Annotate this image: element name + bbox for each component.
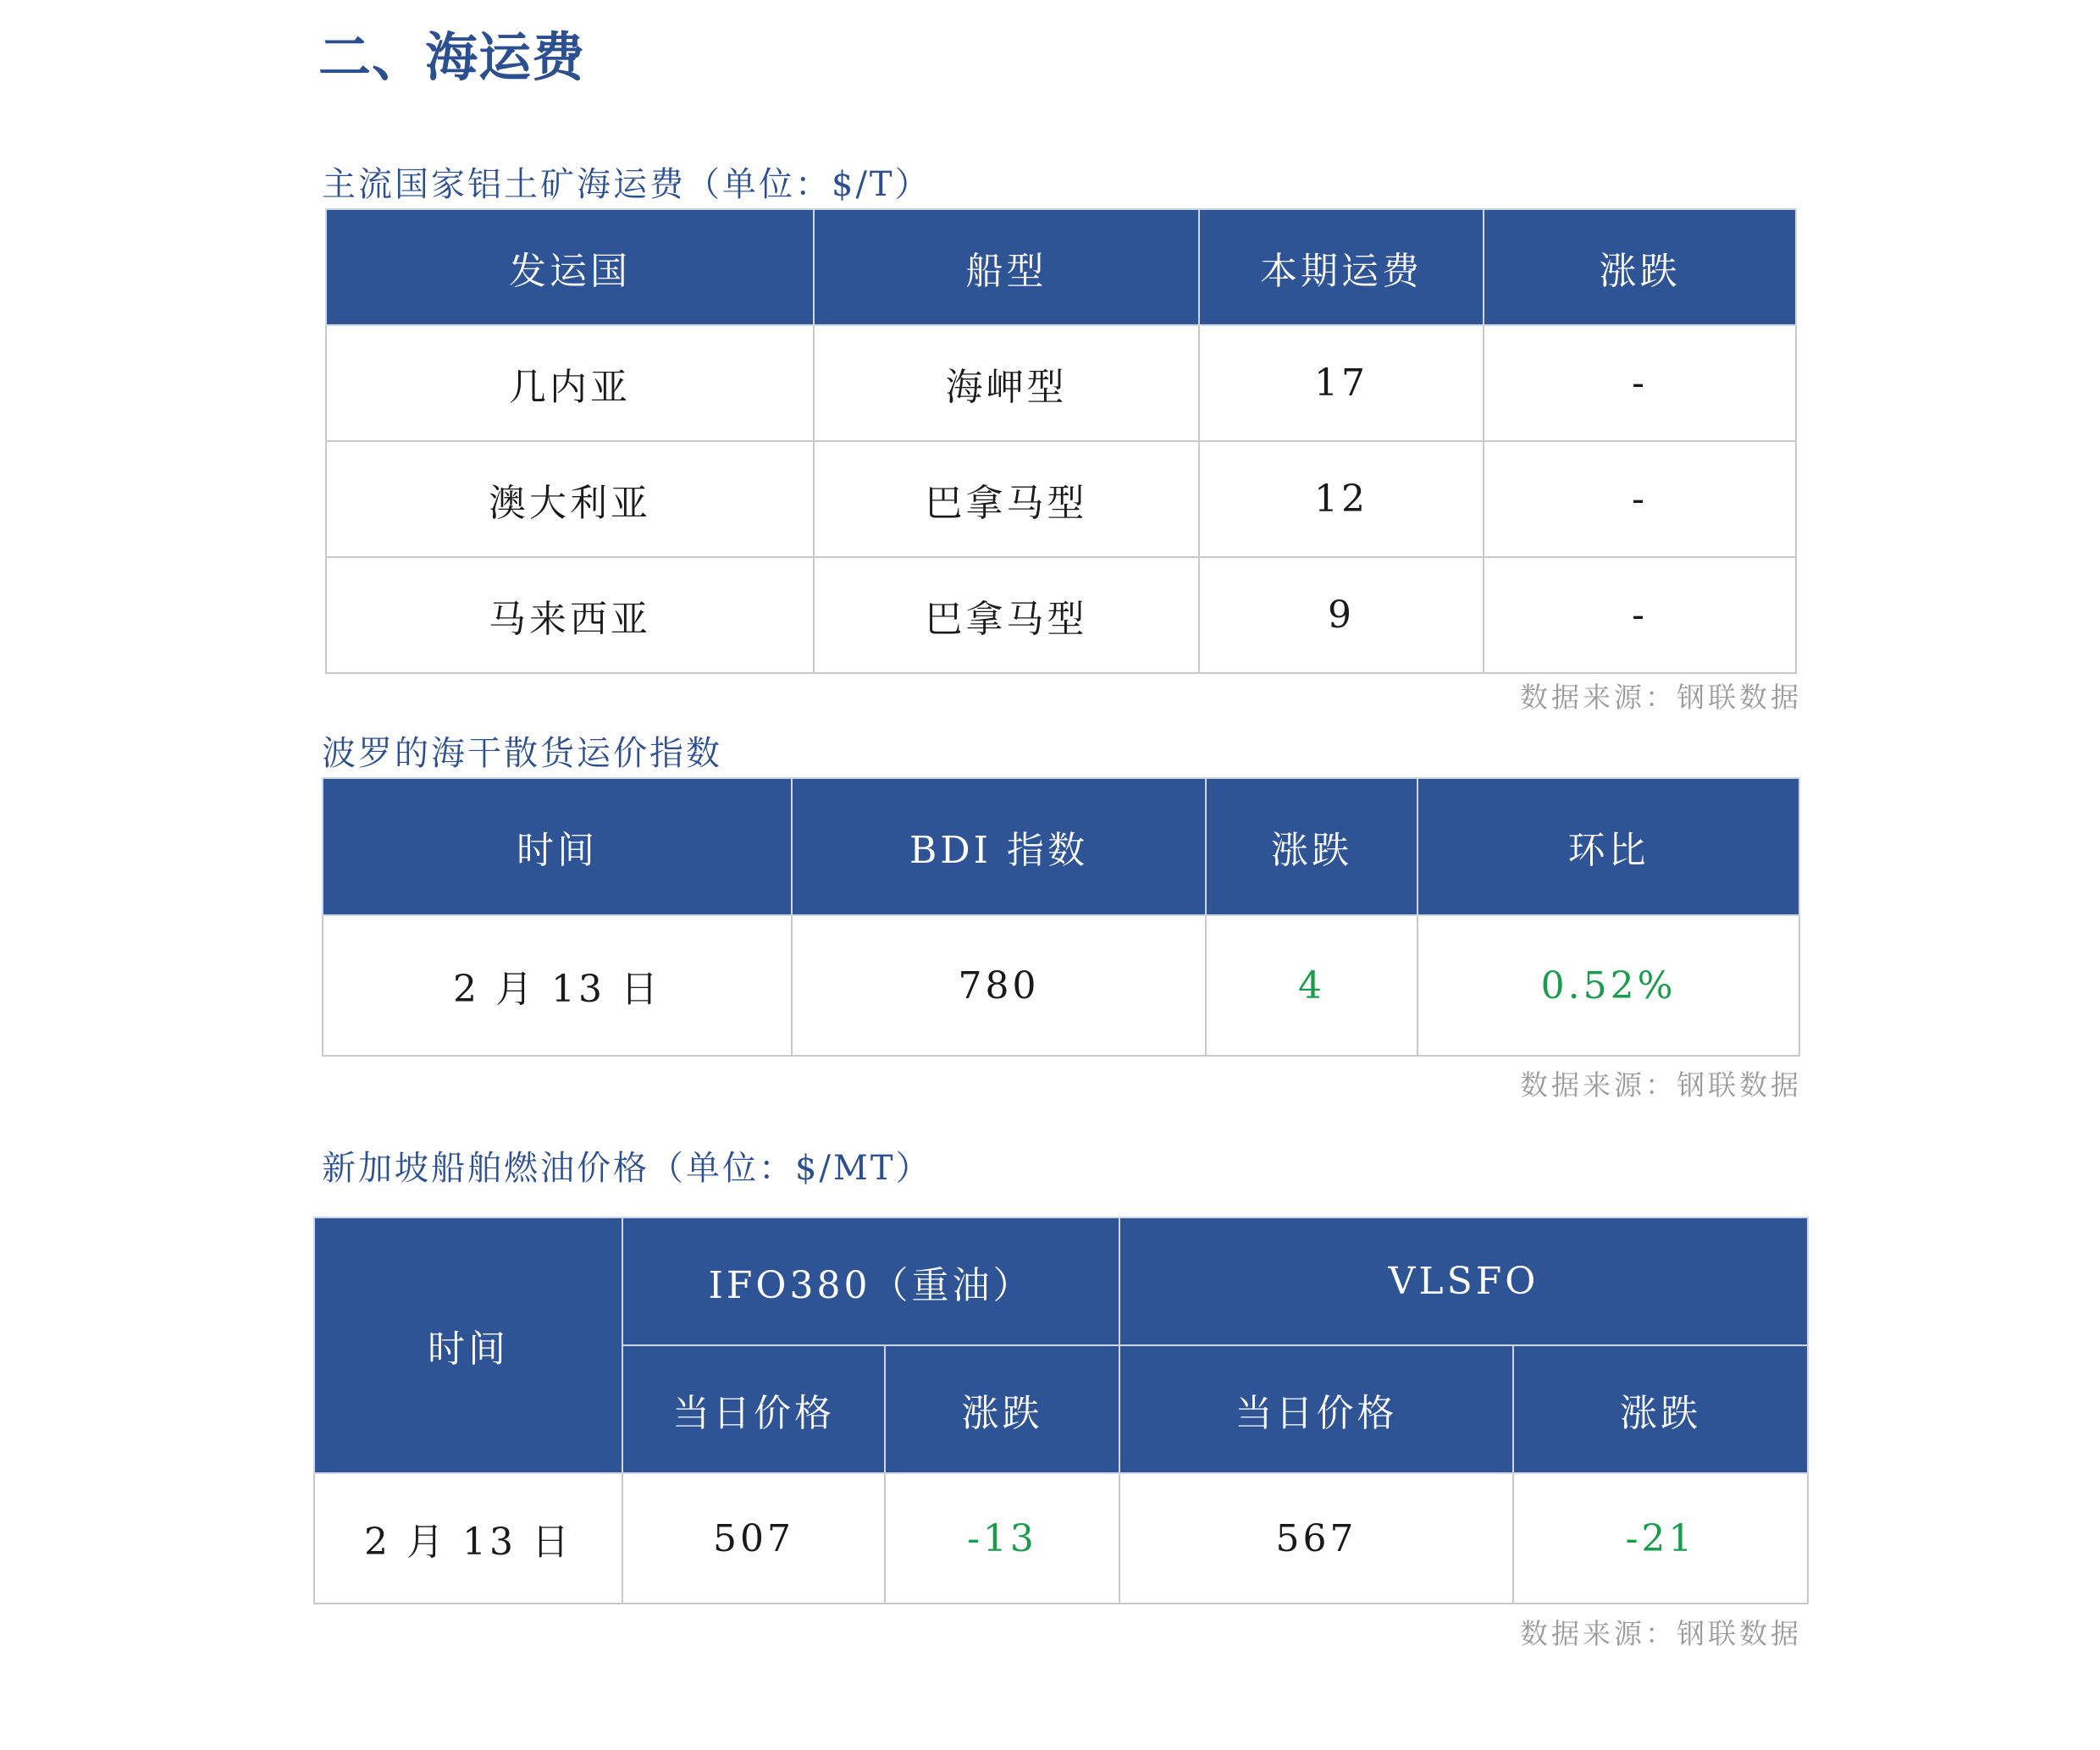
bauxite-freight-title: 主流国家铝土矿海运费（单位：$/T） xyxy=(322,165,931,204)
cell-country: 马来西亚 xyxy=(326,557,814,673)
header-bdi-index: BDI 指数 xyxy=(792,778,1206,915)
cell-vessel-type: 巴拿马型 xyxy=(814,557,1199,673)
cell-country: 几内亚 xyxy=(326,325,814,441)
bauxite-source-note: 数据来源：钢联数据 xyxy=(1520,681,1802,714)
cell-change: - xyxy=(1484,441,1796,557)
header-mom: 环比 xyxy=(1418,778,1799,915)
table-row xyxy=(314,1473,1808,1604)
header-origin-country: 发运国 xyxy=(326,209,814,325)
bunker-price-title: 新加坡船舶燃油价格（单位：$/MT） xyxy=(322,1149,932,1188)
header-vlsfo-change: 涨跌 xyxy=(1513,1345,1808,1473)
table-header-row xyxy=(314,1217,1808,1345)
cell-freight: 12 xyxy=(1199,441,1484,557)
cell-vessel-type: 海岬型 xyxy=(814,325,1199,441)
cell-bdi-value: 780 xyxy=(792,915,1206,1056)
cell-change: - xyxy=(1484,325,1796,441)
header-time: 时间 xyxy=(323,778,792,915)
header-ifo380-price: 当日价格 xyxy=(622,1345,885,1473)
table-row xyxy=(326,441,1796,557)
bauxite-freight-table xyxy=(325,208,1797,674)
header-vlsfo: VLSFO xyxy=(1119,1217,1808,1345)
header-change: 涨跌 xyxy=(1484,209,1796,325)
cell-date: 2 月 13 日 xyxy=(314,1473,622,1604)
bdi-table xyxy=(322,777,1800,1057)
header-current-freight: 本期运费 xyxy=(1199,209,1484,325)
section-title: 二、海运费 xyxy=(318,26,586,88)
header-vlsfo-price: 当日价格 xyxy=(1119,1345,1513,1473)
cell-ifo380-change: -13 xyxy=(885,1473,1119,1604)
header-time: 时间 xyxy=(314,1217,622,1473)
cell-country: 澳大利亚 xyxy=(326,441,814,557)
table-header-row xyxy=(326,209,1796,325)
cell-freight: 9 xyxy=(1199,557,1484,673)
cell-ifo380-price: 507 xyxy=(622,1473,885,1604)
cell-date: 2 月 13 日 xyxy=(323,915,792,1056)
bdi-source-note: 数据来源：钢联数据 xyxy=(1520,1068,1802,1101)
header-ifo380: IFO380（重油） xyxy=(622,1217,1119,1345)
header-vessel-type: 船型 xyxy=(814,209,1199,325)
header-ifo380-change: 涨跌 xyxy=(885,1345,1119,1473)
cell-change: - xyxy=(1484,557,1796,673)
table-header-row xyxy=(323,778,1799,915)
table-row xyxy=(326,557,1796,673)
bunker-price-table xyxy=(313,1217,1809,1604)
cell-vlsfo-price: 567 xyxy=(1119,1473,1513,1604)
table-row xyxy=(323,915,1799,1056)
bdi-title: 波罗的海干散货运价指数 xyxy=(322,734,722,773)
table-row xyxy=(326,325,1796,441)
cell-freight: 17 xyxy=(1199,325,1484,441)
cell-vlsfo-change: -21 xyxy=(1513,1473,1808,1604)
bunker-source-note: 数据来源：钢联数据 xyxy=(1520,1617,1802,1650)
cell-mom: 0.52% xyxy=(1418,915,1799,1056)
cell-vessel-type: 巴拿马型 xyxy=(814,441,1199,557)
cell-change: 4 xyxy=(1206,915,1418,1056)
header-change: 涨跌 xyxy=(1206,778,1418,915)
